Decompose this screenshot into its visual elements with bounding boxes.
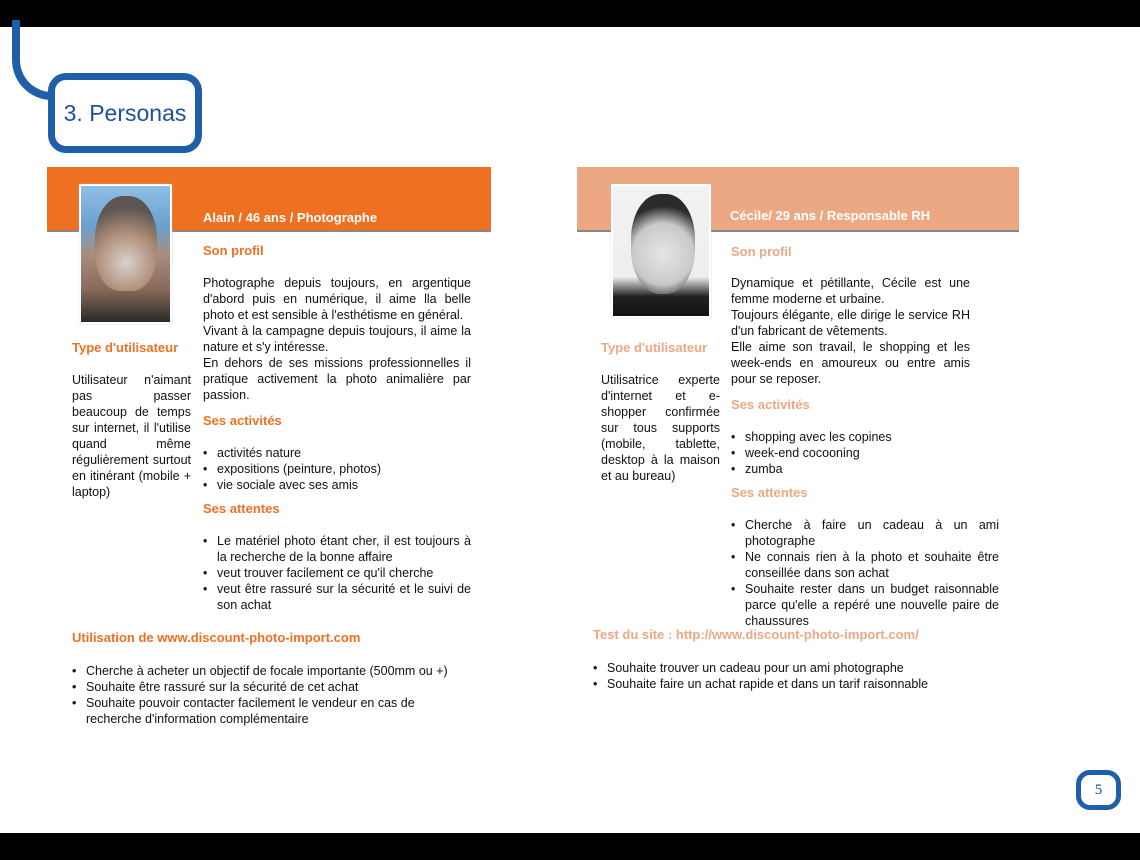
alain-type-text: Utilisateur n'aimant pas passer beaucoup de temps sur internet, il l'utilise quand même régulièrement surtout en itinérant (mobile + laptop) bbox=[72, 373, 191, 499]
alain-expectations-title: Ses attentes bbox=[203, 501, 280, 516]
list-item: • Le matériel photo étant cher, il est toujours à la recherche de la bonne affaire bbox=[203, 533, 471, 565]
list-item: • Cherche à acheter un objectif de focale importante (500mm ou +) bbox=[72, 663, 472, 679]
alain-profile-title: Son profil bbox=[203, 243, 264, 258]
list-item: • expositions (peinture, photos) bbox=[203, 461, 471, 477]
alain-activities-title: Ses activités bbox=[203, 413, 282, 428]
cecile-profile-text: Dynamique et pétillante, Cécile est une femme moderne et urbaine. Toujours élégante, elle dirige le service RH d'un fabricant de vêtements. Elle aime son travail, le shopping et les week-ends en amoureux ou entre amis pour se reposer. bbox=[731, 276, 970, 386]
cecile-profile-title: Son profil bbox=[731, 244, 792, 259]
list-item: • Souhaite pouvoir contacter facilement le vendeur en cas de recherche d'information complémentaire bbox=[72, 695, 472, 727]
page-number: 5 bbox=[1076, 770, 1121, 810]
list-item: • Souhaite rester dans un budget raisonnable parce qu'elle a repéré une nouvelle paire de chaussures bbox=[731, 581, 999, 629]
alain-usage-title: Utilisation de www.discount-photo-import.com bbox=[72, 630, 361, 645]
alain-type-title: Type d'utilisateur bbox=[72, 340, 179, 355]
alain-usage-list bbox=[72, 663, 472, 727]
cecile-activities-list bbox=[731, 429, 999, 477]
section-title: 3. Personas bbox=[48, 73, 202, 153]
list-item: • veut trouver facilement ce qu'il cherche bbox=[203, 565, 471, 581]
alain-photo bbox=[79, 184, 172, 324]
alain-header: Alain / 46 ans / Photographe bbox=[203, 210, 378, 225]
cecile-expectations-list bbox=[731, 517, 999, 629]
cecile-header: Cécile/ 29 ans / Responsable RH bbox=[730, 208, 931, 223]
list-item: • zumba bbox=[731, 461, 999, 477]
cecile-expectations-title: Ses attentes bbox=[731, 485, 808, 500]
cecile-activities-title: Ses activités bbox=[731, 397, 810, 412]
cecile-photo bbox=[611, 184, 711, 318]
cecile-usage-title: Test du site : http://www.discount-photo-import.com/ bbox=[593, 627, 919, 642]
cecile-type-title: Type d'utilisateur bbox=[601, 340, 708, 355]
list-item: • Cherche à faire un cadeau à un ami photographe bbox=[731, 517, 999, 549]
bottom-bar bbox=[0, 833, 1140, 860]
list-item: • shopping avec les copines bbox=[731, 429, 999, 445]
list-item: • veut être rassuré sur la sécurité et le suivi de son achat bbox=[203, 581, 471, 613]
cecile-type-text: Utilisatrice experte d'internet et e-shopper confirmée sur tous supports (mobile, tablette, desktop à la maison et au bureau) bbox=[601, 373, 720, 483]
cecile-usage-list bbox=[593, 660, 993, 692]
list-item: • activités nature bbox=[203, 445, 471, 461]
alain-profile-text: Photographe depuis toujours, en argentique d'abord puis en numérique, il aime lla belle photo et est sensible à l'esthétisme en général. Vivant à la campagne depuis toujours, il aime la nature et s'y intéresse. En dehors de ses missions professionnelles il pratique activement la photo animalière par passion. bbox=[203, 276, 471, 402]
list-item: • vie sociale avec ses amis bbox=[203, 477, 471, 493]
list-item: • Souhaite être rassuré sur la sécurité de cet achat bbox=[72, 679, 472, 695]
alain-activities-list bbox=[203, 445, 471, 493]
top-bar bbox=[0, 0, 1140, 27]
list-item: • week-end cocooning bbox=[731, 445, 999, 461]
list-item: • Souhaite faire un achat rapide et dans un tarif raisonnable bbox=[593, 676, 993, 692]
list-item: • Souhaite trouver un cadeau pour un ami photographe bbox=[593, 660, 993, 676]
alain-expectations-list bbox=[203, 533, 471, 613]
list-item: • Ne connais rien à la photo et souhaite être conseillée dans son achat bbox=[731, 549, 999, 581]
